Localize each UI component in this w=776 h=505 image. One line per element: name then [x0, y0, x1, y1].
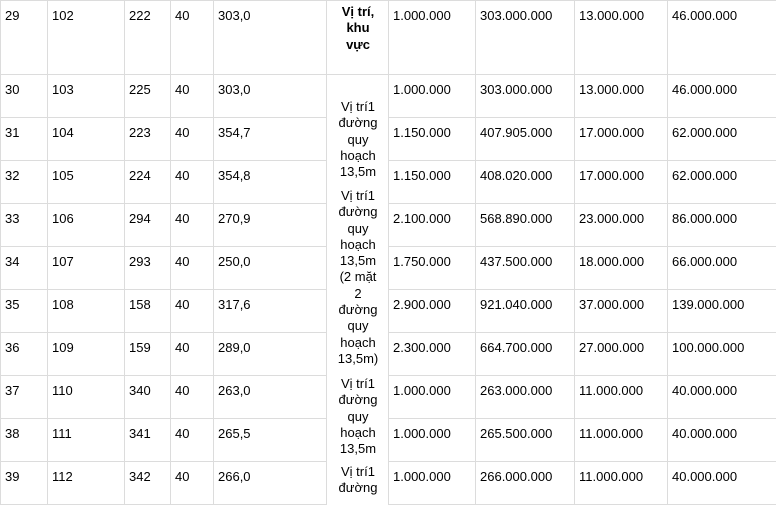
fee-2-cell: 40.000.000 — [668, 462, 776, 505]
fee-2-cell: 86.000.000 — [668, 204, 776, 247]
fee-2-cell: 46.000.000 — [668, 75, 776, 118]
area-cell: 250,0 — [214, 247, 327, 290]
fee-2-cell: 62.000.000 — [668, 161, 776, 204]
map-sheet-cell: 40 — [171, 247, 214, 290]
area-cell: 289,0 — [214, 333, 327, 376]
map-sheet-cell: 40 — [171, 419, 214, 462]
location-group-1: Vị trí1 đường quy hoạch 13,5m — [327, 99, 389, 180]
area-cell: 270,9 — [214, 204, 327, 247]
fee-2-cell: 40.000.000 — [668, 419, 776, 462]
total-value-cell: 303.000.000 — [476, 1, 575, 75]
plot-number-cell: 158 — [125, 290, 171, 333]
total-value-cell: 437.500.000 — [476, 247, 575, 290]
location-group-4: Vị trí1 đường — [327, 464, 389, 497]
area-cell: 303,0 — [214, 75, 327, 118]
fee-1-cell: 18.000.000 — [575, 247, 668, 290]
location-header: Vị trí, khu vực — [327, 4, 389, 53]
map-sheet-cell: 40 — [171, 333, 214, 376]
row-number-cell: 33 — [1, 204, 48, 247]
area-cell: 354,8 — [214, 161, 327, 204]
fee-1-cell: 11.000.000 — [575, 376, 668, 419]
plot-number-cell: 342 — [125, 462, 171, 505]
total-value-cell: 664.700.000 — [476, 333, 575, 376]
fee-2-cell: 62.000.000 — [668, 118, 776, 161]
area-cell: 266,0 — [214, 462, 327, 505]
fee-2-cell: 66.000.000 — [668, 247, 776, 290]
area-cell: 263,0 — [214, 376, 327, 419]
fee-1-cell: 11.000.000 — [575, 462, 668, 505]
area-cell: 317,6 — [214, 290, 327, 333]
row-number-cell: 34 — [1, 247, 48, 290]
row-number-cell: 37 — [1, 376, 48, 419]
lot-number-cell: 105 — [48, 161, 125, 204]
lot-number-cell: 111 — [48, 419, 125, 462]
plot-number-cell: 224 — [125, 161, 171, 204]
row-number-cell: 31 — [1, 118, 48, 161]
map-sheet-cell: 40 — [171, 75, 214, 118]
area-cell: 303,0 — [214, 1, 327, 75]
total-value-cell: 408.020.000 — [476, 161, 575, 204]
map-sheet-cell: 40 — [171, 204, 214, 247]
total-value-cell: 303.000.000 — [476, 75, 575, 118]
lot-number-cell: 112 — [48, 462, 125, 505]
fee-1-cell: 13.000.000 — [575, 75, 668, 118]
fee-2-cell: 100.000.000 — [668, 333, 776, 376]
total-value-cell: 921.040.000 — [476, 290, 575, 333]
area-cell: 354,7 — [214, 118, 327, 161]
fee-1-cell: 11.000.000 — [575, 419, 668, 462]
unit-price-cell: 1.000.000 — [389, 376, 476, 419]
fee-1-cell: 17.000.000 — [575, 161, 668, 204]
map-sheet-cell: 40 — [171, 118, 214, 161]
unit-price-cell: 2.100.000 — [389, 204, 476, 247]
row-number-cell: 29 — [1, 1, 48, 75]
plot-number-cell: 159 — [125, 333, 171, 376]
plot-number-cell: 293 — [125, 247, 171, 290]
plot-number-cell: 341 — [125, 419, 171, 462]
map-sheet-cell: 40 — [171, 290, 214, 333]
fee-2-cell: 40.000.000 — [668, 376, 776, 419]
plot-number-cell: 225 — [125, 75, 171, 118]
map-sheet-cell: 40 — [171, 376, 214, 419]
location-group-3: Vị trí1 đường quy hoạch 13,5m — [327, 376, 389, 457]
total-value-cell: 568.890.000 — [476, 204, 575, 247]
fee-1-cell: 37.000.000 — [575, 290, 668, 333]
unit-price-cell: 2.300.000 — [389, 333, 476, 376]
plot-number-cell: 340 — [125, 376, 171, 419]
unit-price-cell: 1.000.000 — [389, 1, 476, 75]
plot-number-cell: 222 — [125, 1, 171, 75]
lot-number-cell: 106 — [48, 204, 125, 247]
total-value-cell: 265.500.000 — [476, 419, 575, 462]
lot-number-cell: 107 — [48, 247, 125, 290]
total-value-cell: 407.905.000 — [476, 118, 575, 161]
fee-1-cell: 17.000.000 — [575, 118, 668, 161]
row-number-cell: 32 — [1, 161, 48, 204]
fee-2-cell: 139.000.000 — [668, 290, 776, 333]
row-number-cell: 35 — [1, 290, 48, 333]
row-number-cell: 36 — [1, 333, 48, 376]
lot-number-cell: 108 — [48, 290, 125, 333]
location-group-2: Vị trí1 đường quy hoạch 13,5m (2 mặt 2 đường quy hoạch 13,5m) — [327, 188, 389, 367]
lot-number-cell: 102 — [48, 1, 125, 75]
total-value-cell: 263.000.000 — [476, 376, 575, 419]
lot-number-cell: 109 — [48, 333, 125, 376]
lot-number-cell: 110 — [48, 376, 125, 419]
row-number-cell: 38 — [1, 419, 48, 462]
map-sheet-cell: 40 — [171, 1, 214, 75]
fee-2-cell: 46.000.000 — [668, 1, 776, 75]
lot-number-cell: 103 — [48, 75, 125, 118]
area-cell: 265,5 — [214, 419, 327, 462]
total-value-cell: 266.000.000 — [476, 462, 575, 505]
unit-price-cell: 1.750.000 — [389, 247, 476, 290]
plot-number-cell: 294 — [125, 204, 171, 247]
unit-price-cell: 1.150.000 — [389, 118, 476, 161]
unit-price-cell: 1.150.000 — [389, 161, 476, 204]
map-sheet-cell: 40 — [171, 462, 214, 505]
fee-1-cell: 27.000.000 — [575, 333, 668, 376]
unit-price-cell: 1.000.000 — [389, 75, 476, 118]
row-number-cell: 39 — [1, 462, 48, 505]
unit-price-cell: 1.000.000 — [389, 462, 476, 505]
map-sheet-cell: 40 — [171, 161, 214, 204]
fee-1-cell: 23.000.000 — [575, 204, 668, 247]
lot-number-cell: 104 — [48, 118, 125, 161]
plot-number-cell: 223 — [125, 118, 171, 161]
row-number-cell: 30 — [1, 75, 48, 118]
fee-1-cell: 13.000.000 — [575, 1, 668, 75]
unit-price-cell: 2.900.000 — [389, 290, 476, 333]
unit-price-cell: 1.000.000 — [389, 419, 476, 462]
